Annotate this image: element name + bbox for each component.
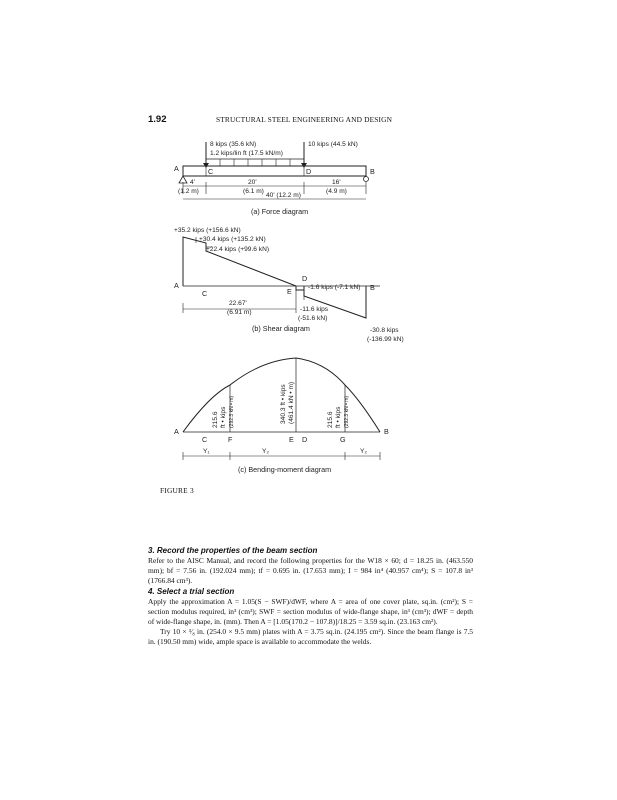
section-heading-3: 3. Record the properties of the beam section — [148, 546, 318, 555]
shear-point-d: D — [302, 274, 308, 283]
paragraph-4: Apply the approximation A = 1.05(S − SWF)/dWF, where A = area of one cover plate, sq.in. (cm²); S = section modulus required, in³ (cm³); SWF = section modulus of wide-flange shape, in³ (cm³); dWF = depth of wide-flange shape, in. (mm). Then A = [1.05(170.2 − 107.8)]/18.25 = 3.59 sq.in. (23.163 cm²). — [148, 596, 473, 627]
dim-6-1m: (6.1 m) — [243, 188, 264, 195]
moment-point-e: E — [289, 435, 294, 444]
shear-label-30-4: +30.4 kips (+135.2 kN) — [199, 236, 266, 243]
force-diagram — [174, 141, 375, 216]
shear-label-neg-1-6: -1.6 kips (-7.1 kN) — [308, 284, 361, 291]
section-heading-4: 4. Select a trial section — [148, 586, 235, 596]
moment-label-340-3: 340.3 ft • kips — [280, 384, 287, 424]
moment-diagram-caption: (c) Bending-moment diagram — [238, 465, 332, 474]
shear-label-35-2: +35.2 kips (+156.6 kN) — [174, 227, 241, 234]
moment-point-d: D — [302, 435, 308, 444]
dim-4ft: 4' — [190, 179, 195, 186]
shear-point-c: C — [202, 289, 208, 298]
moment-label-ftkips-left: ft • kips — [220, 406, 227, 428]
moment-label-461-4: (461.4 kN • m) — [288, 381, 295, 424]
point-a: A — [174, 164, 179, 173]
dim-4-9m: (4.9 m) — [326, 188, 347, 195]
moment-label-292-3-left: (292.3 kN • m) — [229, 395, 235, 428]
figure-caption: FIGURE 3 — [160, 486, 194, 495]
moment-point-b: B — [384, 427, 389, 436]
shear-point-e: E — [287, 287, 292, 296]
running-head: STRUCTURAL STEEL ENGINEERING AND DESIGN — [216, 115, 393, 124]
dist-22-67ft: 22.67' — [229, 300, 247, 307]
y2-label-right: Y₂ — [360, 448, 367, 455]
moment-point-g: G — [340, 435, 346, 444]
y1-label: Y₁ — [203, 448, 210, 455]
moment-point-a: A — [174, 427, 179, 436]
moment-diagram — [174, 358, 389, 474]
dim-16ft: 16' — [332, 179, 341, 186]
dim-40ft: 40' (12.2 m) — [266, 192, 301, 199]
moment-label-215-6-right: 215.6 — [327, 411, 334, 428]
moment-label-215-6-left: 215.6 — [212, 411, 219, 428]
shear-point-b: B — [370, 283, 375, 292]
moment-label-292-3-right: (292.3 kN • m) — [344, 395, 350, 428]
paragraph-5: Try 10 × ³⁄₈ in. (254.0 × 9.5 mm) plates with A = 3.75 sq.in. (24.195 cm²). Since the beam flange is 7.5 in. (190.50 mm) wide, ample space is available to accommodate the welds. — [148, 627, 473, 647]
page-number: 1.92 — [148, 114, 167, 125]
point-c: C — [208, 167, 214, 176]
y2-label-mid: Y₂ — [262, 448, 269, 455]
shear-label-neg-11-6: -11.6 kips — [300, 306, 329, 313]
moment-point-c: C — [202, 435, 208, 444]
dim-1-2m: (1.2 m) — [178, 188, 199, 195]
dist-6-91m: (6.91 m) — [227, 309, 252, 316]
shear-label-neg-51-6kn: (-51.6 kN) — [298, 315, 328, 322]
load-label-10kips: 10 kips (44.5 kN) — [308, 141, 358, 148]
dim-20ft: 20' — [248, 179, 257, 186]
shear-label-neg-30-8: -30.8 kips — [370, 327, 399, 334]
shear-label-22-4: +22.4 kips (+99.6 kN) — [206, 246, 270, 253]
point-d: D — [306, 167, 312, 176]
body-text — [148, 546, 473, 648]
load-label-8kips: 8 kips (35.6 kN) — [210, 141, 257, 148]
shear-point-a: A — [174, 281, 179, 290]
force-diagram-caption: (a) Force diagram — [251, 207, 309, 216]
moment-label-ftkips-right: ft • kips — [335, 406, 342, 428]
paragraph-3: Refer to the AISC Manual, and record the following properties for the W18 × 60; d = 18.25 in. (463.550 mm); bf = 7.56 in. (192.024 mm); tf = 0.695 in. (17.653 mm); I = 984 in⁴ (40.957 cm⁴); S = 107.8 in³ (1766.84 cm³). — [148, 556, 473, 586]
moment-point-f: F — [228, 435, 233, 444]
shear-label-neg-136-99: (-136.99 kN) — [367, 336, 404, 343]
shear-diagram — [174, 227, 404, 343]
udl-label: 1.2 kips/lin ft (17.5 kN/m) — [210, 150, 283, 157]
shear-diagram-caption: (b) Shear diagram — [252, 324, 310, 333]
point-b: B — [370, 167, 375, 176]
